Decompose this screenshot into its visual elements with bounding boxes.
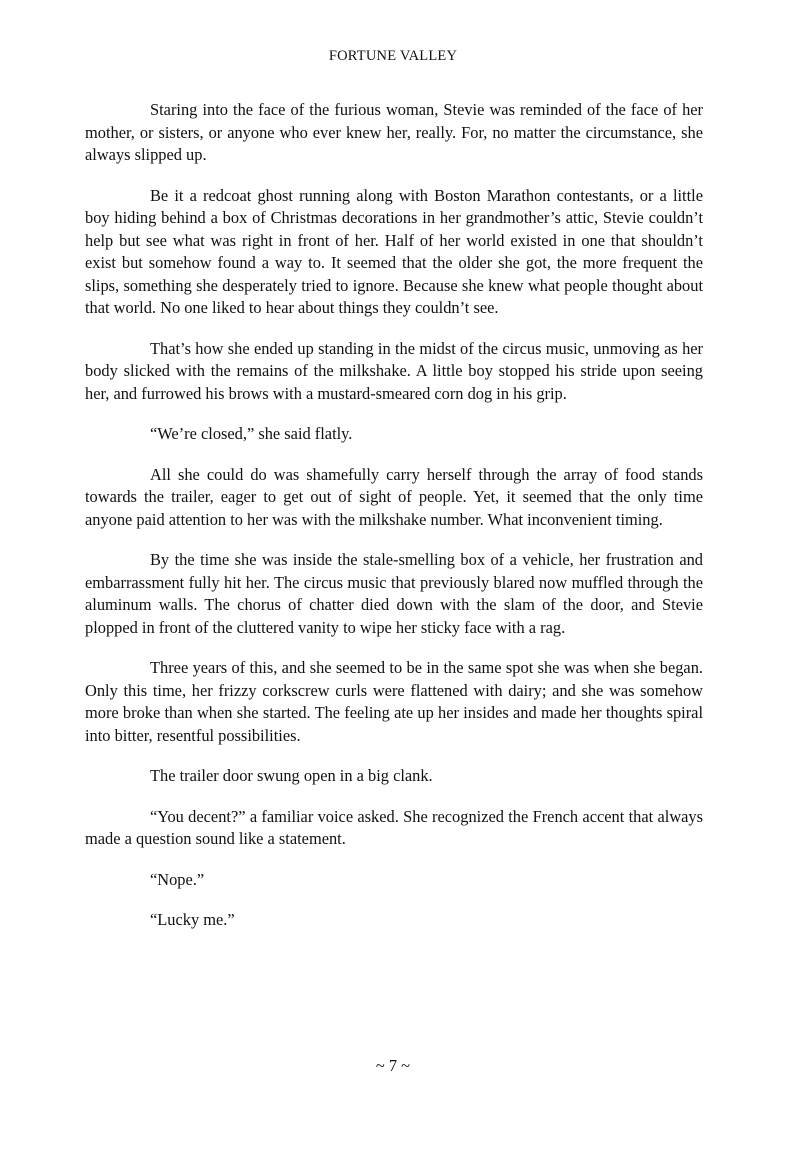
paragraph: The trailer door swung open in a big clank. <box>150 766 433 785</box>
paragraph: “Lucky me.” <box>150 910 235 929</box>
paragraph: All she could do was shamefully carry herself through the array of food stands towards the trailer, eager to get out of sight of people. Yet, it seemed that the only time anyone paid attention to her was with the milkshake number. What inconvenient timing. <box>85 464 703 529</box>
paragraph: “You decent?” a familiar voice asked. She recognized the French accent that always made a question sound like a statement. <box>85 806 703 848</box>
paragraph: By the time she was inside the stale-smelling box of a vehicle, her frustration and embarrassment fully hit her. The circus music that previously blared now muffled through the aluminum walls. The chorus of chatter died down with the slam of the door, and Stevie plopped in front of the cluttered vanity to wipe her sticky face with a rag. <box>85 550 703 637</box>
paragraph: Staring into the face of the furious woman, Stevie was reminded of the face of her mother, or sisters, or anyone who ever knew her, really. For, no matter the circumstance, she always slipped up. <box>85 100 703 164</box>
paragraph: That’s how she ended up standing in the midst of the circus music, unmoving as her body slicked with the remains of the milkshake. A little boy stopped his stride upon seeing her, and furrowed his brows with a mustard-smeared corn dog in his grip. <box>85 338 703 403</box>
paragraph: “Nope.” <box>150 869 205 889</box>
running-head-title: FORTUNE VALLEY <box>328 48 458 64</box>
body-text <box>85 99 703 950</box>
paragraph: Be it a redcoat ghost running along with Boston Marathon contestants, or a little boy hiding behind a box of Christmas decorations in her grandmother’s attic, Stevie couldn’t help but see what was right in front of her. Half of her world existed in one that shouldn’t exist but somehow found a way to. It seemed that the older she got, the more frequent the slips, something she desperately tried to ignore. Because she knew what people thought about that world. No one liked to hear about things they couldn’t see. <box>85 185 703 317</box>
page-number: ~ 7 ~ <box>375 1056 411 1075</box>
paragraph: Three years of this, and she seemed to be in the same spot she was when she began. Only this time, her frizzy corkscrew curls were flattened with dairy; and she was somehow more broke than when she started. The feeling ate up her insides and made her thoughts spiral into bitter, resentful possibilities. <box>85 658 703 745</box>
paragraph: “We’re closed,” she said flatly. <box>150 424 353 443</box>
